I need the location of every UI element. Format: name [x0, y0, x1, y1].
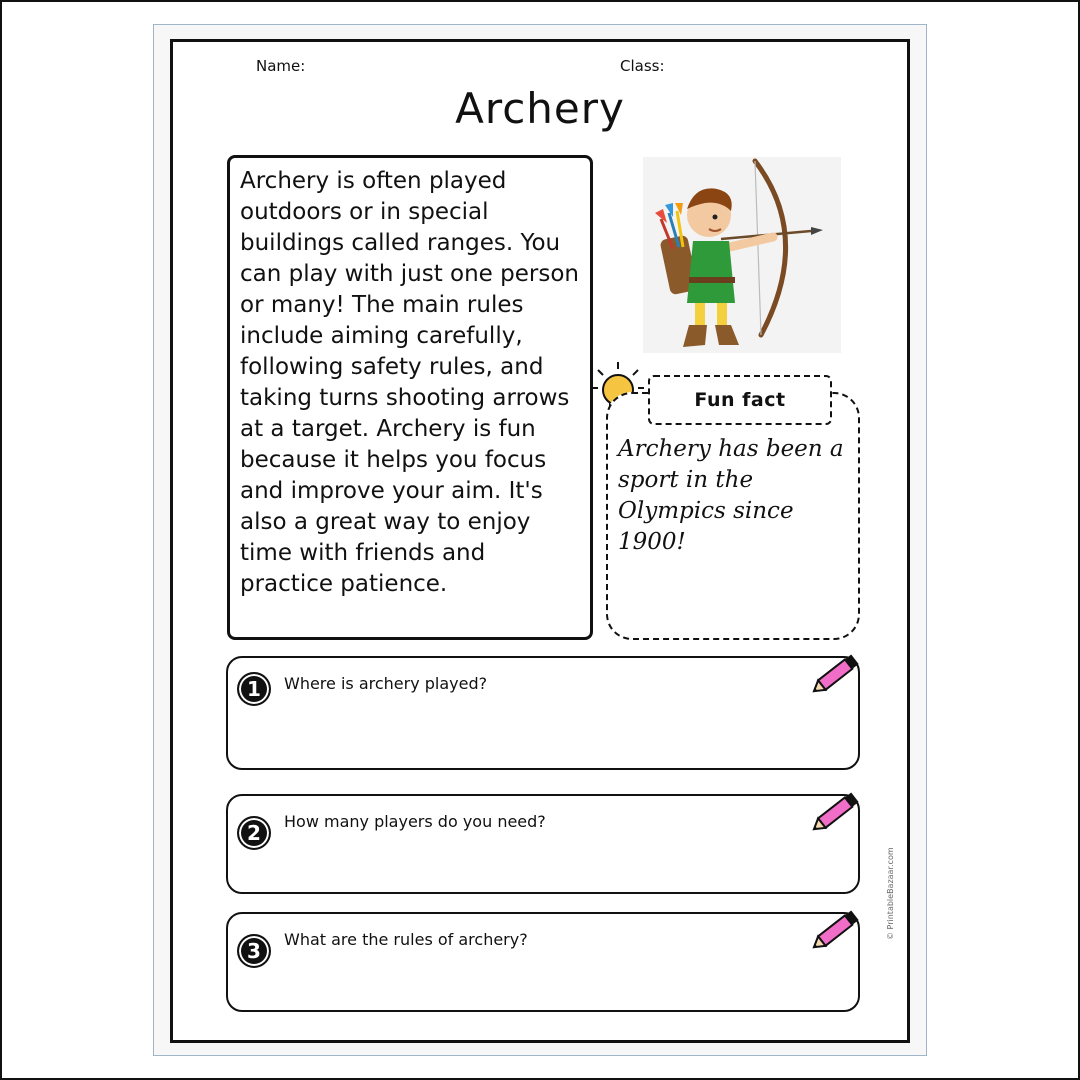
class-label: Class:: [620, 57, 665, 75]
pencil-icon: [808, 906, 864, 954]
question-box-2[interactable]: [226, 794, 860, 894]
archer-illustration: [643, 157, 841, 353]
question-text: Where is archery played?: [284, 674, 488, 693]
question-number-badge: 2: [237, 816, 271, 850]
question-number-badge: 1: [237, 672, 271, 706]
reading-passage-box: [227, 155, 593, 640]
question-box-3[interactable]: [226, 912, 860, 1012]
name-label: Name:: [256, 57, 306, 75]
page-title: Archery: [455, 84, 625, 133]
question-box-1[interactable]: [226, 656, 860, 770]
fun-fact-heading: Fun fact: [648, 375, 832, 425]
pencil-icon: [808, 650, 864, 698]
fun-fact-text: Archery has been a sport in the Olympics since 1900!: [618, 436, 844, 555]
pencil-icon: [808, 788, 864, 836]
reading-passage-text: Archery is often played outdoors or in special buildings called ranges. You can play with just one person or many! The main rules include aiming carefully, following safety rules, and taking turns shooting arrows at a target. Archery is fun because it helps you focus and improve your aim. It's also a great way to enjoy time with friends and practice patience.: [240, 168, 579, 597]
question-number-badge: 3: [237, 934, 271, 968]
copyright-text: © PrintableBazaar.com: [886, 847, 895, 940]
question-text: How many players do you need?: [284, 812, 546, 831]
archer-boy-illustration: [643, 157, 841, 353]
question-text: What are the rules of archery?: [284, 930, 528, 949]
